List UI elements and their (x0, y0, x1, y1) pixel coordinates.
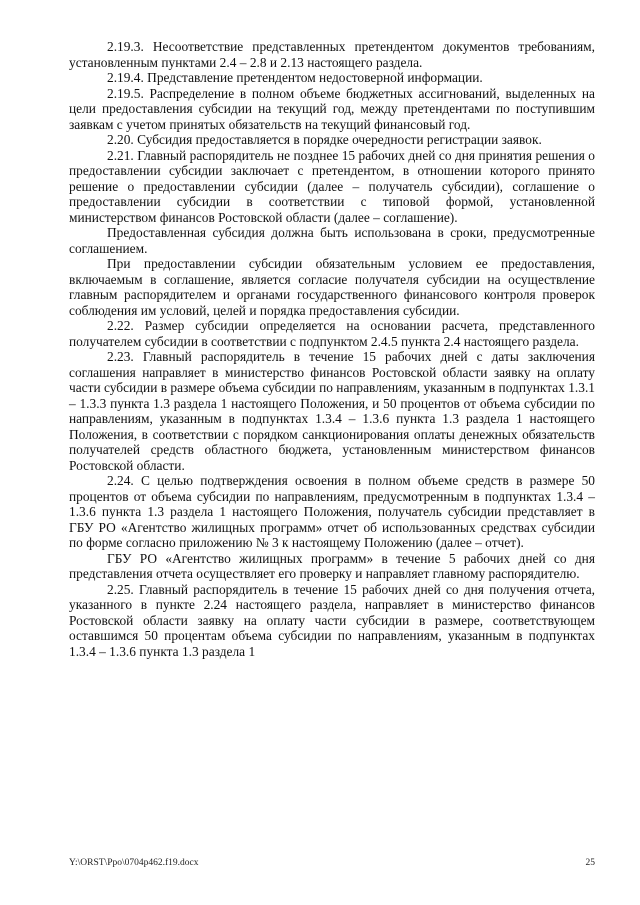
paragraph: 2.23. Главный распорядитель в течение 15 рабочих дней с даты заключения соглашения направляет в министерство финансов Ростовской области заявку на оплату части субсидии в размере объема субсидии по направлениям, указанным в подпунктах 1.3.1 – 1.3.3 пункта 1.3 раздела 1 настоящего Положения, и 50 процентов от объема субсидии по направлениям, указанным в подпунктах 1.3.4 – 1.3.6 пункта 1.3 раздела 1 настоящего Положения, в соответствии с порядком санкционирования оплаты денежных обязательств получателей средств областного бюджета, установленным министерством финансов Ростовской области. (69, 349, 595, 473)
document-body (69, 39, 595, 659)
paragraph: ГБУ РО «Агентство жилищных программ» в течение 5 рабочих дней со дня представления отчета осуществляет его проверку и направляет главному распорядителю. (69, 550, 595, 581)
paragraph: 2.22. Размер субсидии определяется на основании расчета, представленного получателем субсидии в соответствии с подпунктом 2.4.5 пункта 2.4 настоящего раздела. (69, 318, 595, 349)
footer-file-path: Y:\ORST\Ppo\0704p462.f19.docx (69, 858, 199, 868)
paragraph: 2.19.4. Представление претендентом недостоверной информации. (107, 70, 483, 85)
paragraph: 2.21. Главный распорядитель не позднее 15 рабочих дней со дня принятия решения о предоставлении субсидии заключает с претендентом, в отношении которого принято решение о предоставлении субсидии (далее – получатель субсидии), соглашение о предоставлении субсидии в соответствии с типовой формой, установленной министерством финансов Ростовской области (далее – соглашение). (69, 147, 595, 225)
paragraph: Предоставленная субсидия должна быть использована в сроки, предусмотренные соглашением. (69, 225, 595, 256)
paragraph: 2.19.5. Распределение в полном объеме бюджетных ассигнований, выделенных на цели предоставления субсидии на текущий год, между претендентами по поступившим заявкам с учетом принятых обязательств на текущий финансовый год. (69, 85, 595, 132)
paragraph: 2.20. Субсидия предоставляется в порядке очередности регистрации заявок. (107, 132, 542, 147)
paragraph: 2.19.3. Несоответствие представленных претендентом документов требованиям, установленным пунктами 2.4 – 2.8 и 2.13 настоящего раздела. (69, 39, 595, 70)
paragraph: 2.24. С целью подтверждения освоения в полном объеме средств в размере 50 процентов от объема субсидии по направлениям, предусмотренным в подпунктах 1.3.4 – 1.3.6 пункта 1.3 раздела 1 настоящего Положения, получатель субсидии представляет в ГБУ РО «Агентство жилищных программ» отчет об использованных средствах субсидии по форме согласно приложению № 3 к настоящему Положению (далее – отчет). (69, 473, 595, 550)
paragraph: 2.25. Главный распорядитель в течение 15 рабочих дней со дня получения отчета, указанного в пункте 2.24 настоящего раздела, направляет в министерство финансов Ростовской области заявку на оплату части субсидии в размере, соответствующем оставшимся 50 процентам объема субсидии по направлениям, указанным в подпунктах 1.3.4 – 1.3.6 пункта 1.3 раздела 1 (69, 581, 595, 659)
paragraph: При предоставлении субсидии обязательным условием ее предоставления, включаемым в соглашение, является согласие получателя субсидии на осуществление главным распорядителем и органами государственного финансового контроля проверок соблюдения им условий, целей и порядка предоставления субсидии. (69, 256, 595, 318)
page-number: 25 (585, 858, 595, 868)
